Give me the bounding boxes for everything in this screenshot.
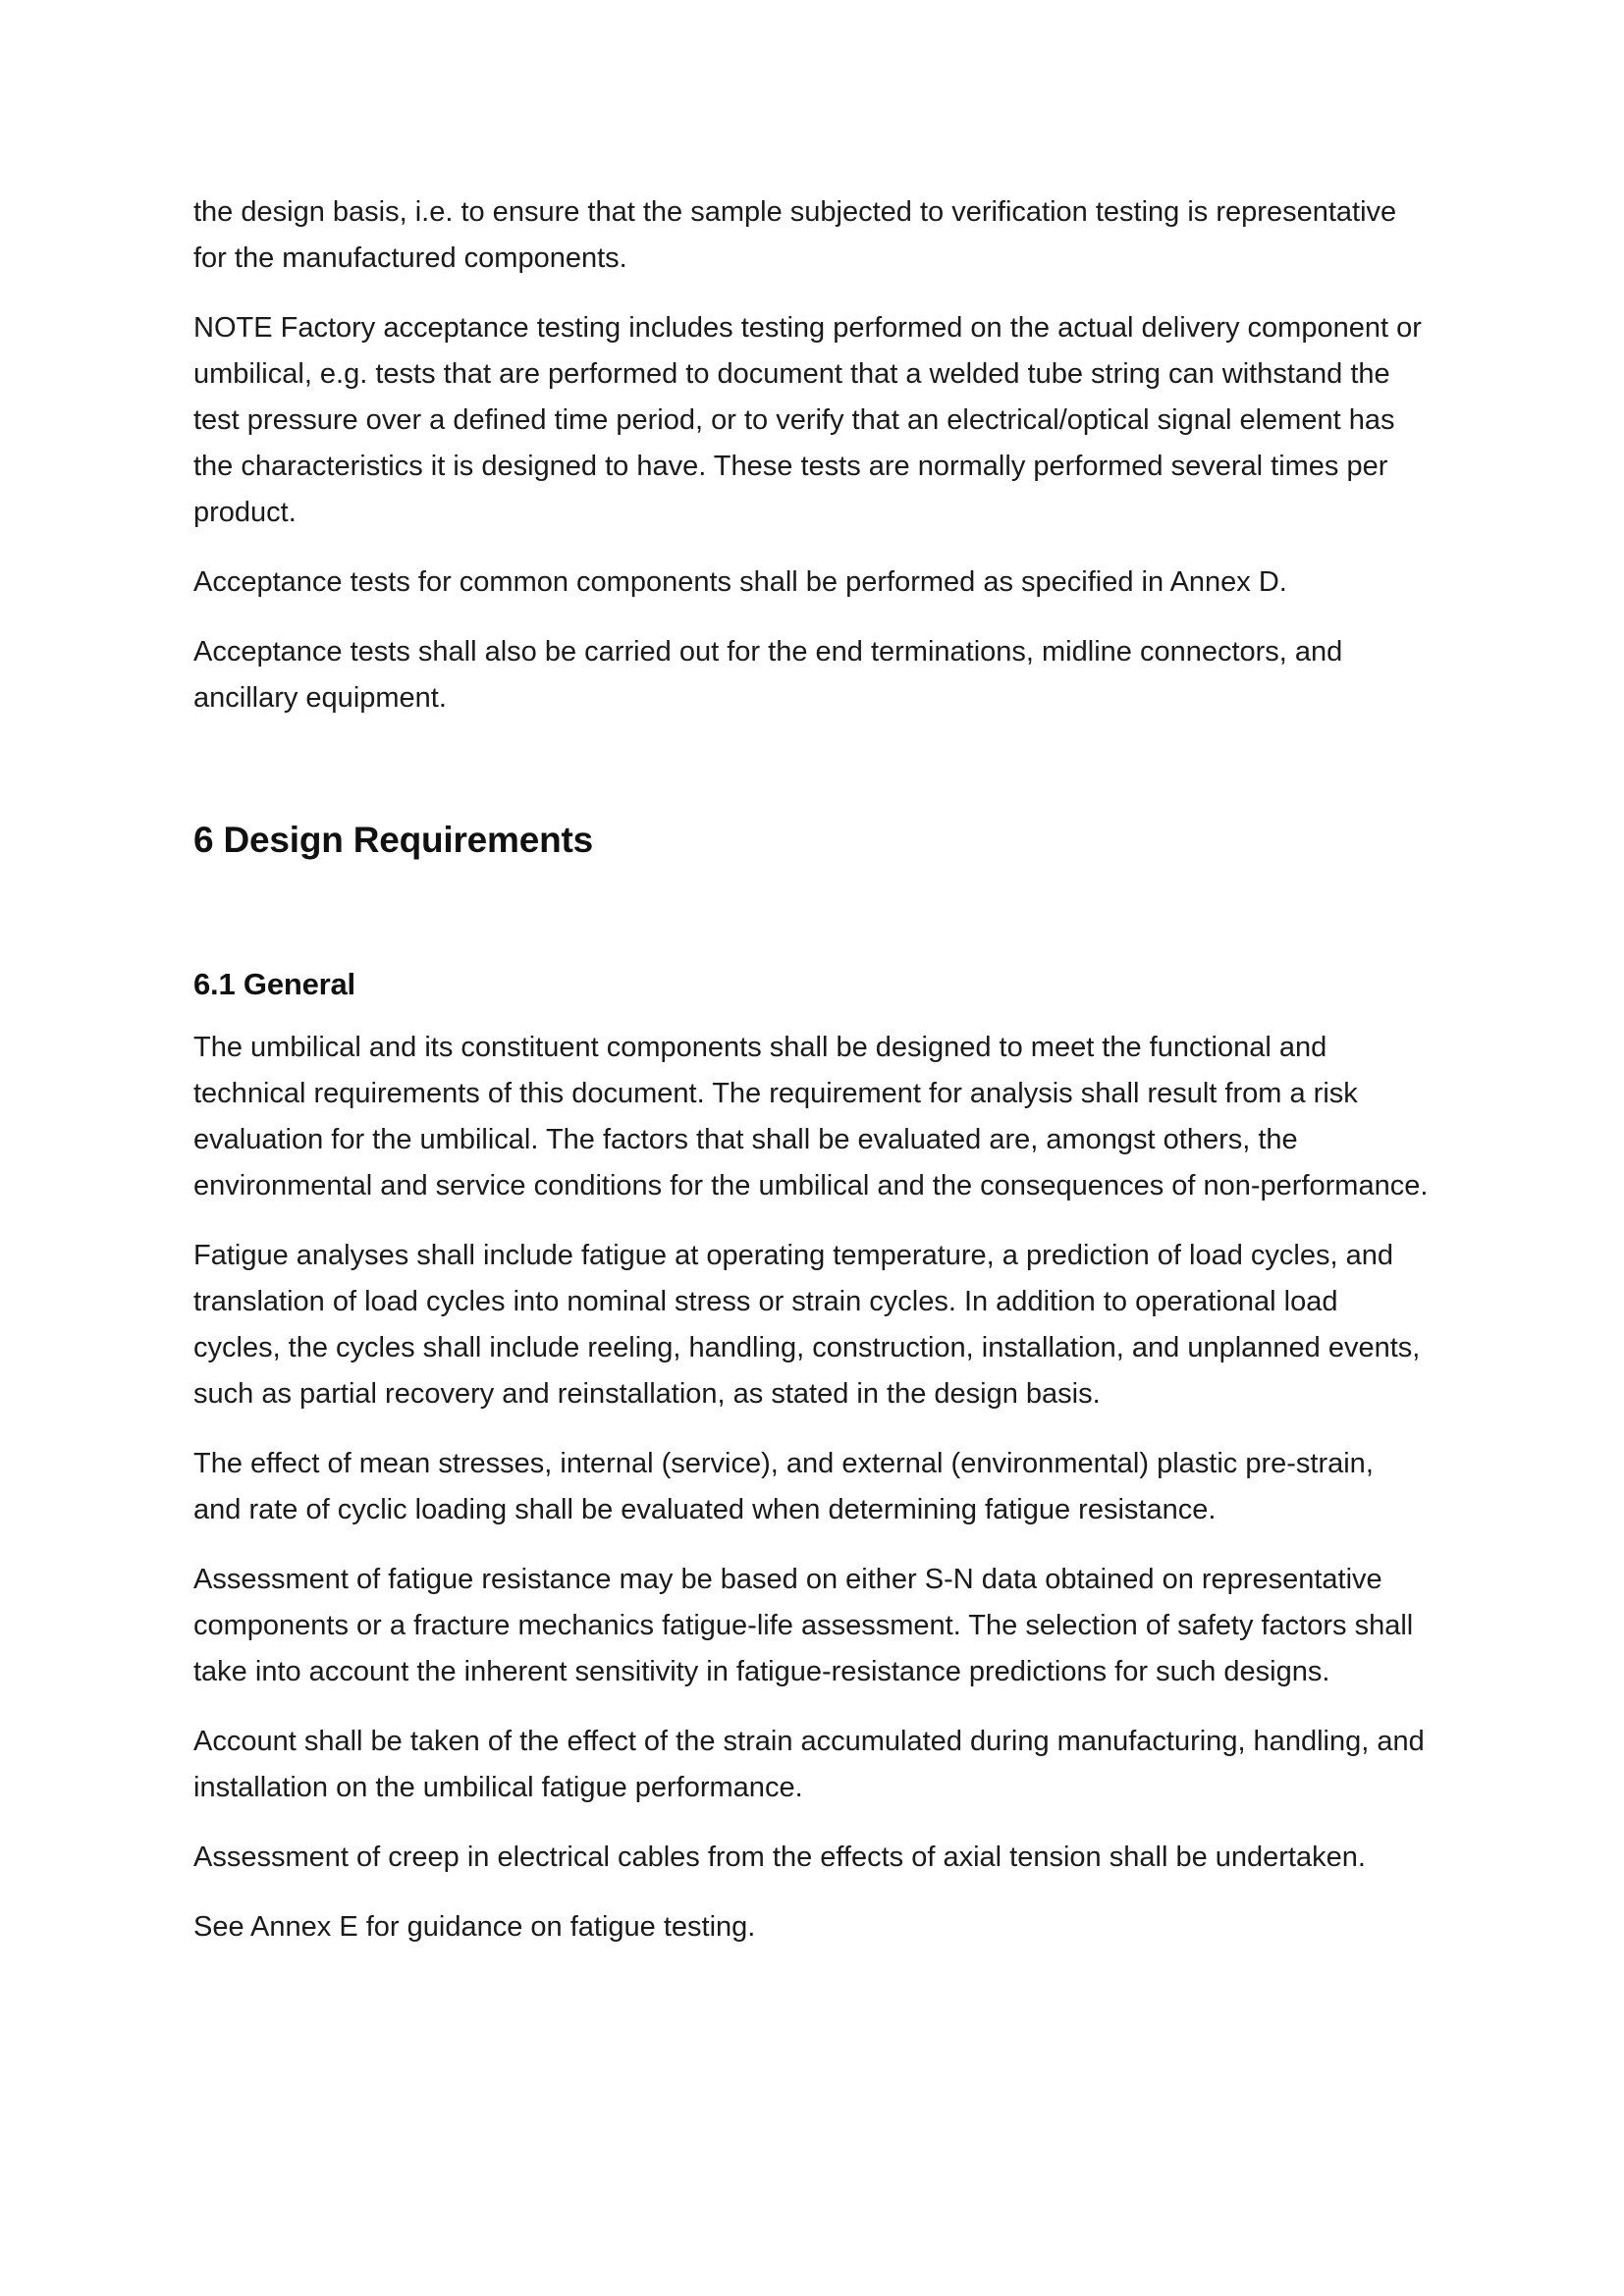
paragraph-fatigue-resistance-assessment: Assessment of fatigue resistance may be based on either S-N data obtained on representative components or a fracture mechanics fatigue-life assessment. The selection of safety factors shall take into account the inherent sensitivity in fatigue-resistance predictions for such designs. (193, 1564, 1414, 1687)
paragraph-creep-assessment: Assessment of creep in electrical cables from the effects of axial tension shall be undertaken. (193, 1842, 1366, 1873)
paragraph-see-annex-e: See Annex E for guidance on fatigue testing. (193, 1911, 756, 1943)
paragraph-design-basis: the design basis, i.e. to ensure that the sample subjected to verification testing is representative for the manufactured components. (193, 196, 1397, 274)
subsection-heading-general: 6.1 General (193, 967, 355, 1001)
paragraph-acceptance-common-components: Acceptance tests for common components shall be performed as specified in Annex D. (193, 566, 1287, 598)
section-heading-design-requirements: 6 Design Requirements (193, 820, 594, 860)
paragraph-umbilical-design: The umbilical and its constituent components shall be designed to meet the functional and technical requirements of this document. The requirement for analysis shall result from a risk evaluation for the umbilical. The factors that shall be evaluated are, amongst others, the environmental and service conditions for the umbilical and the consequences of non-performance. (193, 1032, 1429, 1201)
paragraph-strain-accumulated: Account shall be taken of the effect of the strain accumulated during manufacturing, handling, and installation on the umbilical fatigue performance. (193, 1726, 1425, 1803)
paragraph-fatigue-analyses: Fatigue analyses shall include fatigue at operating temperature, a prediction of load cycles, and translation of load cycles into nominal stress or strain cycles. In addition to operational load cycles, the cycles shall include reeling, handling, construction, installation, and unplanned events, such as partial recovery and reinstallation, as stated in the design basis. (193, 1240, 1421, 1410)
paragraph-mean-stresses: The effect of mean stresses, internal (service), and external (environmental) plastic pre-strain, and rate of cyclic loading shall be evaluated when determining fatigue resistance. (193, 1448, 1374, 1525)
paragraph-note-factory-acceptance: NOTE Factory acceptance testing includes testing performed on the actual delivery component or umbilical, e.g. tests that are performed to document that a welded tube string can withstand the test pressure over a defined time period, or to verify that an electrical/optical signal element has the characteristics it is designed to have. These tests are normally performed several times per product. (193, 312, 1422, 528)
paragraph-acceptance-end-terminations: Acceptance tests shall also be carried out for the end terminations, midline connectors, and ancillary equipment. (193, 636, 1343, 714)
